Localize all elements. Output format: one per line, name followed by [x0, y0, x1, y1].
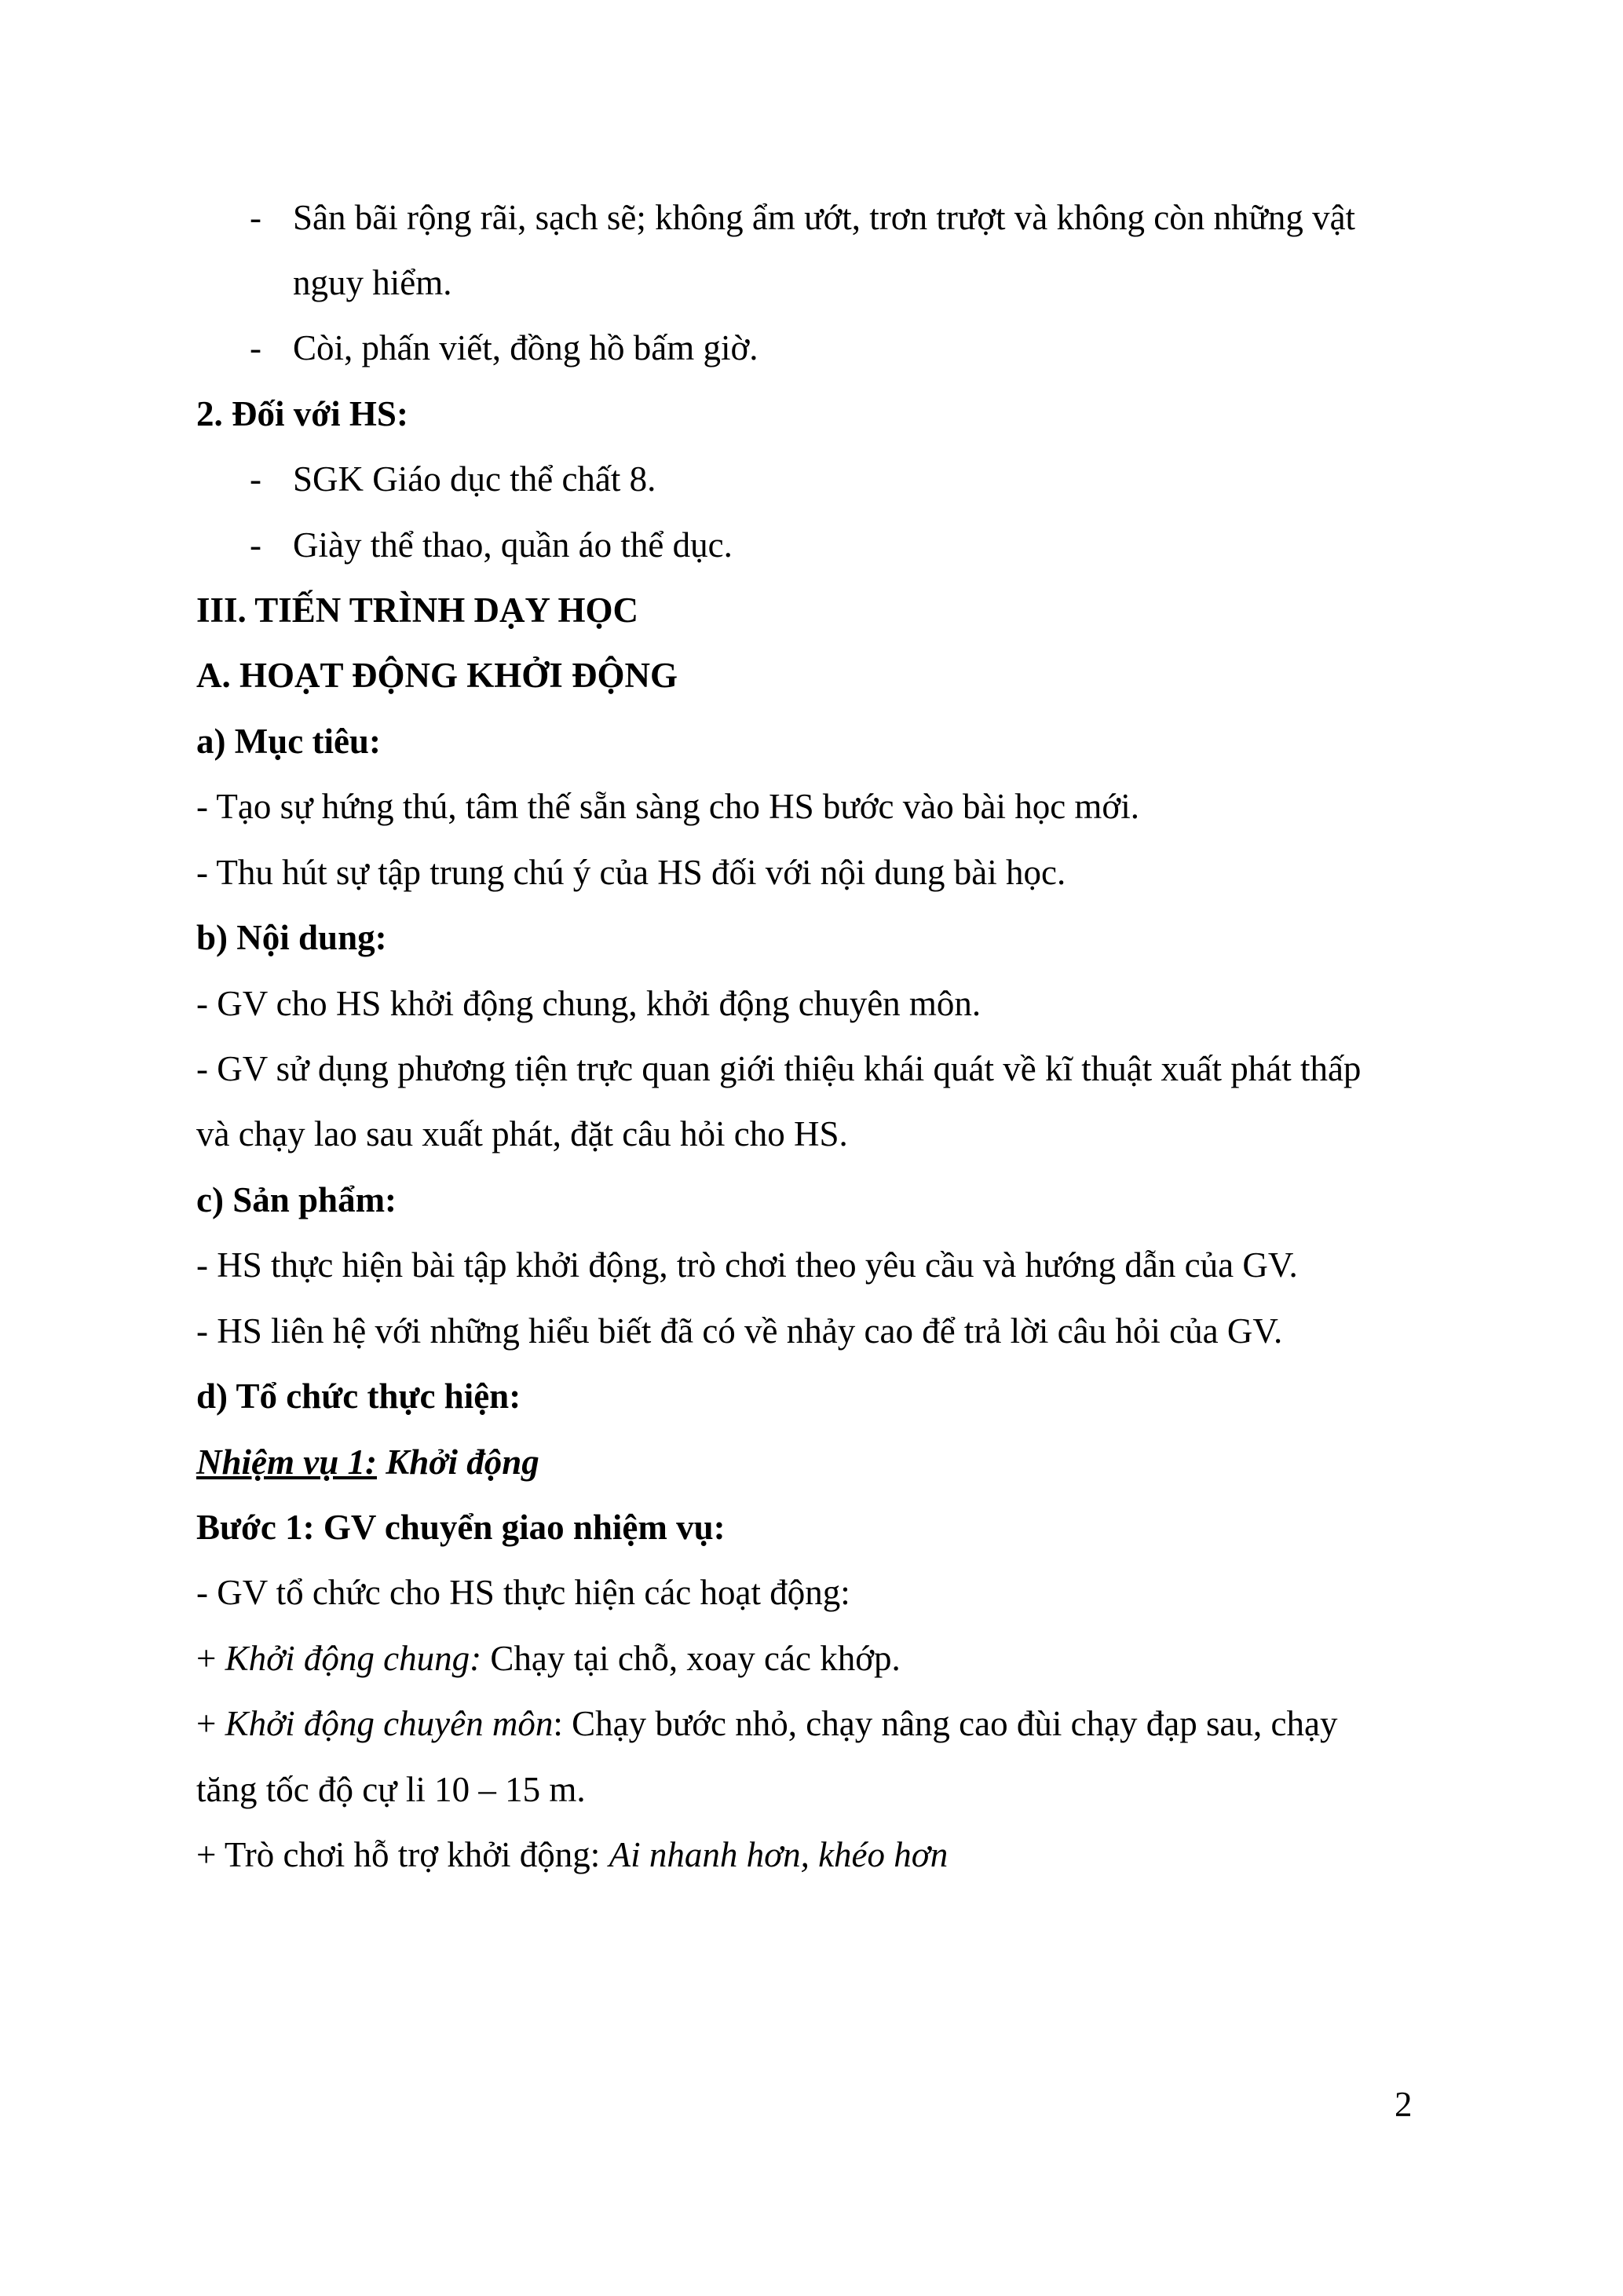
objective-line: - Tạo sự hứng thú, tâm thế sẵn sàng cho HS bước vào bài học mới. [196, 787, 1139, 826]
objective-line: - Thu hút sự tập trung chú ý của HS đối với nội dung bài học. [196, 853, 1066, 892]
section-iii-heading: III. TIẾN TRÌNH DẠY HỌC [196, 590, 639, 630]
product-line: - HS thực hiện bài tập khởi động, trò chơi theo yêu cầu và hướng dẫn của GV. [196, 1245, 1298, 1285]
general-warmup-label: Khởi động chung: [225, 1639, 482, 1678]
equipment-item-1-continuation: nguy hiểm. [293, 263, 452, 302]
content-line: - GV sử dụng phương tiện trực quan giới thiệu khái quát về kĩ thuật xuất phát thấp [196, 1049, 1362, 1088]
game-prefix: + Trò chơi hỗ trợ khởi động: [196, 1835, 609, 1874]
product-heading: c) Sản phẩm: [196, 1180, 397, 1219]
specialized-warmup-text: : Chạy bước nhỏ, chạy nâng cao đùi chạy đạp sau, chạy [553, 1704, 1338, 1743]
equipment-item-2: Còi, phấn viết, đồng hồ bấm giờ. [293, 328, 758, 367]
organization-intro: - GV tổ chức cho HS thực hiện các hoạt động: [196, 1573, 850, 1612]
students-item-1: SGK Giáo dục thể chất 8. [293, 459, 656, 499]
task-title [196, 1442, 539, 1482]
product-line: - HS liên hệ với những hiểu biết đã có về nhảy cao để trả lời câu hỏi của GV. [196, 1311, 1283, 1351]
general-warmup-line [196, 1641, 901, 1676]
content-heading: b) Nội dung: [196, 918, 387, 957]
specialized-warmup-label: Khởi động chuyên môn [225, 1704, 554, 1743]
specialized-warmup-line [196, 1706, 1337, 1742]
content-line: - GV cho HS khởi động chung, khởi động chuyên môn. [196, 984, 981, 1023]
students-item-2: Giày thể thao, quần áo thể dục. [293, 525, 733, 565]
content-line: và chạy lao sau xuất phát, đặt câu hỏi cho HS. [196, 1114, 848, 1153]
plus-marker: + [196, 1704, 225, 1743]
equipment-item-1: Sân bãi rộng rãi, sạch sẽ; không ẩm ướt, trơn trượt và không còn những vật [293, 198, 1356, 237]
step-heading: Bước 1: GV chuyển giao nhiệm vụ: [196, 1508, 726, 1547]
list-marker: - [250, 198, 261, 237]
section-a-heading: A. HOẠT ĐỘNG KHỞI ĐỘNG [196, 656, 678, 695]
task-label: Nhiệm vụ 1: [196, 1442, 377, 1482]
organization-heading: d) Tổ chức thực hiện: [196, 1377, 521, 1416]
page-number: 2 [1395, 2085, 1413, 2124]
game-line [196, 1837, 948, 1873]
list-marker: - [250, 328, 261, 367]
objective-heading: a) Mục tiêu: [196, 722, 381, 761]
specialized-warmup-continuation: tăng tốc độ cự li 10 – 15 m. [196, 1770, 586, 1809]
game-name: Ai nhanh hơn, khéo hơn [609, 1835, 949, 1874]
plus-marker: + [196, 1639, 225, 1678]
list-marker: - [250, 459, 261, 499]
list-marker: - [250, 525, 261, 565]
task-name: Khởi động [386, 1442, 539, 1482]
students-heading: 2. Đối với HS: [196, 394, 408, 433]
general-warmup-text: Chạy tại chỗ, xoay các khớp. [481, 1639, 901, 1678]
